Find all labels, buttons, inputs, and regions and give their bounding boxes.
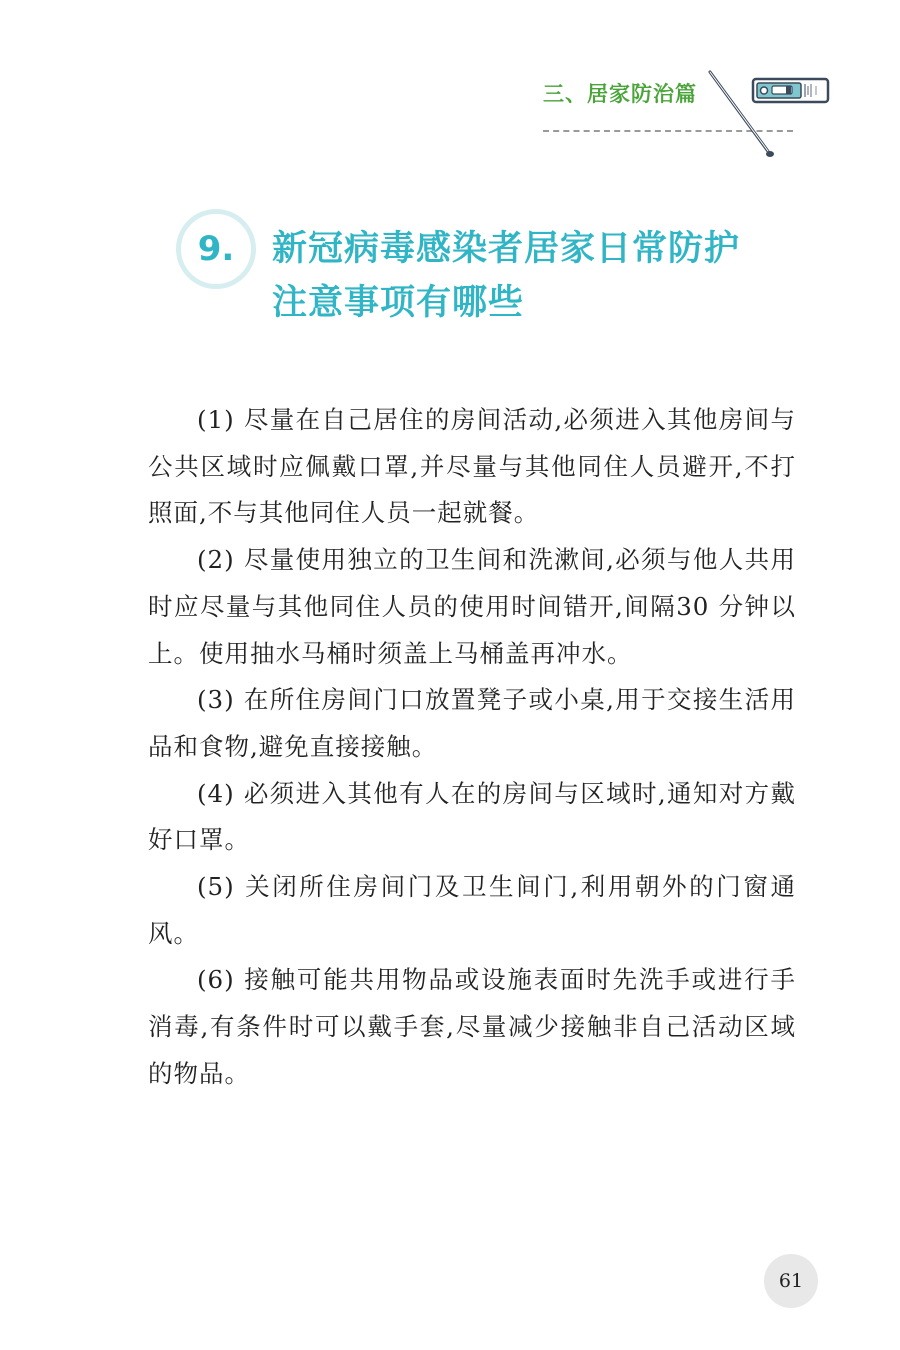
paragraph-2: (2) 尽量使用独立的卫生间和洗漱间,必须与他人共用时应尽量与其他同住人员的使用时间错开,间隔30 分钟以上。使用抽水马桶时须盖上马桶盖再冲水。 xyxy=(148,545,796,668)
paragraph-4: (4) 必须进入其他有人在的房间与区域时,通知对方戴好口罩。 xyxy=(148,778,796,855)
page-title xyxy=(272,222,832,330)
body-text xyxy=(148,397,796,1098)
page-number: 61 xyxy=(764,1254,818,1308)
paragraph-5: (5) 关闭所住房间门及卫生间门,利用朝外的门窗通风。 xyxy=(148,872,796,948)
paragraph-6: (6) 接触可能共用物品或设施表面时先洗手或进行手消毒,有条件时可以戴手套,尽量减少接触非自己活动区域的物品。 xyxy=(148,965,796,1088)
title-line-1: 新冠病毒感染者居家日常防护 xyxy=(272,229,741,269)
question-number-badge: 9. xyxy=(176,209,256,289)
paragraph-3: (3) 在所住房间门口放置凳子或小桌,用于交接生活用品和食物,避免直接接触。 xyxy=(148,685,796,761)
paragraph-1: (1) 尽量在自己居住的房间活动,必须进入其他房间与公共区域时应佩戴口罩,并尽量与其他同住人员避开,不打照面,不与其他同住人员一起就餐。 xyxy=(148,405,796,528)
title-line-2: 注意事项有哪些 xyxy=(272,283,525,323)
section-header: 三、居家防治篇 xyxy=(543,82,697,106)
antigen-test-swab-icon xyxy=(700,66,840,162)
